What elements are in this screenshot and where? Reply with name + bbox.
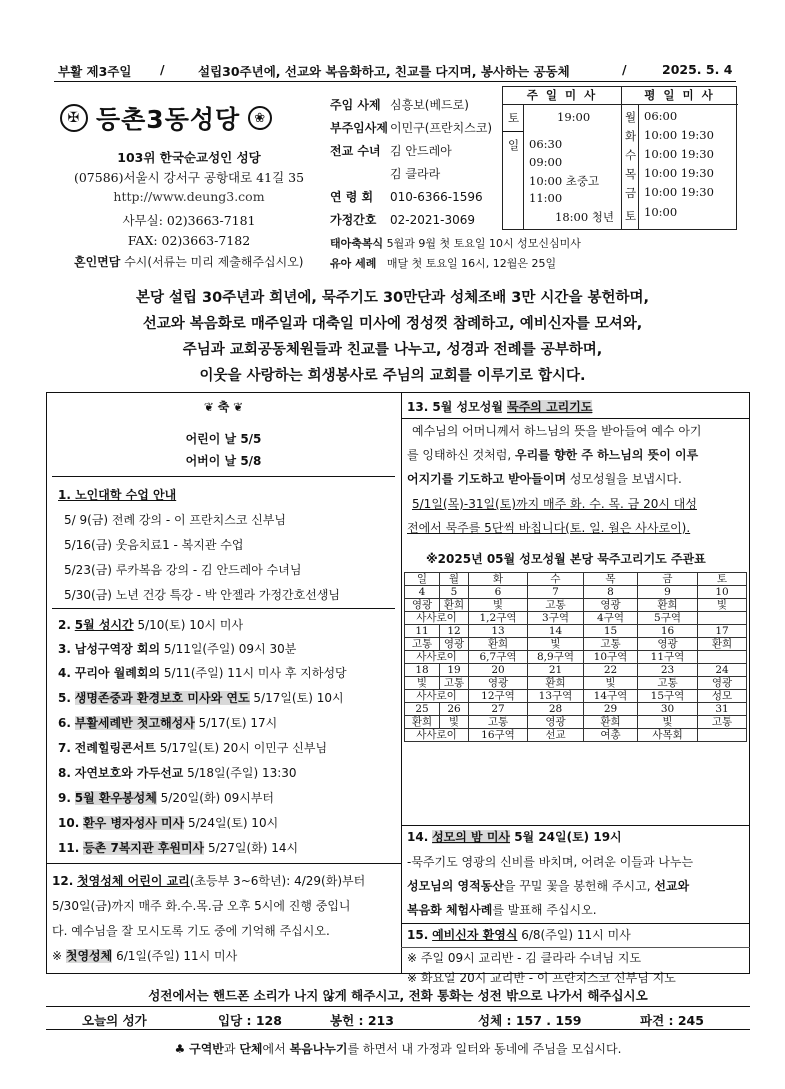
staff-row: 가정간호 02-2021-3069 [330, 213, 476, 227]
senior-college-title: 1. 노인대학 수업 안내 [58, 488, 177, 502]
separator: / [160, 62, 165, 77]
rosary-text: 예수님의 어머니께서 하느님의 뜻을 받아들여 예수 아기 [412, 424, 702, 438]
office-phone: 사무실: 02)3663-7181 [122, 213, 256, 228]
sunday-mass-header: 주 일 미 사 [503, 87, 621, 105]
catechumen-title: 15. 예비신자 환영식 6/8(주일) 11시 미사 [407, 928, 631, 942]
table-row: 25 26 27 28 29 30 31 [405, 703, 747, 716]
bulletin-date: 2025. 5. 4 [662, 62, 733, 77]
catechumen-class: ※ 화요일 20시 교리반 - 이 프란치스코 신부님 지도 [407, 971, 676, 985]
table-row: 18 19 20 21 22 23 24 [405, 664, 747, 677]
laurel-left-icon: ❦ [203, 400, 214, 414]
staff-row: 주임 사제 심흥보(베드로) [330, 98, 469, 112]
church-website[interactable]: http://www.deung3.com [113, 189, 265, 204]
weekday-mass-time: 10:00 19:30 [644, 185, 714, 199]
table-row: 사사로이 12구역 13구역 14구역 15구역 성모 [405, 690, 747, 703]
sunday-mass-time: 10:00 초중고 [529, 174, 600, 188]
table-row: 사사로이 6,7구역 8,9구역 10구역 11구역 [405, 651, 747, 664]
flower-emblem-icon: ❀ [248, 106, 272, 130]
church-seal-icon: ✠ [60, 104, 88, 132]
senior-college-item: 5/30(금) 노년 건강 특강 - 박 안젤라 가정간호선생님 [64, 588, 340, 602]
sunday-mass-time: 18:00 청년 [555, 210, 615, 224]
notice-item: 11. 등촌 7복지관 후원미사 5/27일(화) 14시 [58, 841, 299, 855]
hymn-bar [46, 1006, 750, 1030]
fetal-blessing-notice: 태아축복식 5월과 9월 첫 토요일 10시 성모신심미사 [330, 237, 581, 250]
table-row: 사사로이 1,2구역 3구역 4구역 5구역 [405, 612, 747, 625]
weekday-mass-time: 10:00 19:30 [644, 128, 714, 142]
first-communion-notice: 12. 첫영성체 어린이 교리(초등부 3~6학년): 4/29(화)부터 [52, 874, 366, 888]
weekday-label: 화 [625, 129, 637, 143]
night-mass-text: 성모님의 영적동산을 꾸밀 꽃을 봉헌해 주시고, 선교와 [407, 879, 690, 893]
rosary-title: 13. 5월 성모성월 묵주의 고리기도 [407, 400, 593, 414]
senior-college-item: 5/23(금) 루카복음 강의 - 김 안드레아 수녀님 [64, 563, 302, 577]
church-subtitle: 103위 한국순교성인 성당 [117, 150, 261, 165]
sunday-label: 일 [508, 138, 520, 152]
catechumen-class: ※ 주일 09시 교리반 - 김 클라라 수녀님 지도 [407, 951, 642, 965]
column-divider [401, 392, 402, 974]
mission-line: 이웃을 사랑하는 희생봉사로 주님의 교회를 이루기로 합시다. [199, 368, 586, 384]
sunday-mass-time: 11:00 [529, 191, 563, 205]
weekday-mass-time: 10:00 19:30 [644, 166, 714, 180]
celebration-title: ❦ 축 ❦ [203, 400, 244, 414]
church-address: (07586)서울시 강서구 공항대로 41길 35 [73, 170, 305, 185]
weekday-label: 토 [625, 209, 637, 223]
mass-schedule [502, 86, 737, 230]
table-row: 사사로이 16구역 선교 여총 사목회 [405, 729, 747, 742]
table-row: 고통 영광 환희 빛 고통 영광 환희 [405, 638, 747, 651]
table-row: 11 12 13 14 15 16 17 [405, 625, 747, 638]
sunday-mass-time: 06:30 [529, 137, 563, 151]
rosary-text: 어지기를 기도하고 받아들이며 성모성월을 보냅시다. [407, 472, 682, 486]
gospel-sharing-notice: ♣ 구역반과 단체에서 복음나누기를 하면서 내 가정과 일터와 동네에 주님을 모십시다. [174, 1042, 622, 1056]
hymn-entrance: 입당 : 128 [218, 1013, 282, 1028]
club-icon: ♣ [174, 1042, 190, 1056]
separator: / [622, 62, 627, 77]
phone-notice: 성전에서는 핸드폰 소리가 나지 않게 해주시고, 전화 통화는 성전 밖으로 나가서 해주십시오 [148, 988, 648, 1003]
mission-line: 주님과 교회공동체원들과 친교를 나누고, 성경과 전례를 공부하며, [182, 342, 603, 358]
weekday-label: 금 [625, 186, 637, 200]
notice-item: 10. 환우 병자성사 미사 5/24일(토) 10시 [58, 816, 279, 830]
notice-item: 7. 전례힐링콘서트 5/17일(토) 20시 이민구 신부님 [58, 741, 328, 755]
weekday-mass-time: 06:00 [644, 109, 678, 123]
table-row: 영광 환희 빛 고통 영광 환희 빛 [405, 599, 747, 612]
wedding-label: 혼인면담 [74, 255, 121, 269]
weekday-label: 월 [625, 110, 637, 124]
senior-college-item: 5/16(금) 웃음치료1 - 복지관 수업 [64, 538, 244, 552]
night-mass-text: 복음화 체험사례를 발표해 주십시오. [407, 903, 597, 917]
table-row: 환희 빛 고통 영광 환희 빛 고통 [405, 716, 747, 729]
infant-baptism-notice: 유아 세례 매달 첫 토요일 16시, 12월은 25일 [330, 257, 557, 270]
hymn-communion: 성체 : 157 . 159 [478, 1013, 582, 1028]
notice-item: 2. 5월 성시간 5/10(토) 10시 미사 [58, 618, 244, 632]
hymn-offertory: 봉헌 : 213 [330, 1013, 394, 1028]
notice-item: 8. 자연보호와 가두선교 5/18일(주일) 13:30 [58, 766, 297, 780]
table-row: 4 5 6 7 8 9 10 [405, 586, 747, 599]
weekday-label: 목 [625, 167, 637, 181]
church-logo-line [60, 100, 272, 136]
fax-number: FAX: 02)3663-7182 [127, 233, 251, 248]
table-row: 일 월 화 수 목 금 토 [405, 573, 747, 586]
laurel-right-icon: ❦ [233, 400, 244, 414]
staff-row: 전교 수녀 김 안드레아 [330, 144, 452, 158]
notice-item: 5. 생명존중과 환경보호 미사와 연도 5/17일(토) 10시 [58, 691, 344, 705]
hymn-label: 오늘의 성가 [82, 1013, 147, 1028]
hymn-dismissal: 파견 : 245 [640, 1013, 704, 1028]
weekday-mass-time: 10:00 19:30 [644, 147, 714, 161]
first-communion-line: 다. 예수님을 잘 모시도록 기도 중에 기억해 주십시오. [52, 924, 330, 938]
church-name: 등촌3동성당 [96, 105, 241, 134]
first-communion-date: ※ 첫영성체 6/1일(주일) 11시 미사 [52, 949, 238, 963]
saturday-label: 토 [508, 111, 520, 125]
childrens-day: 어린이 날 5/5 [185, 432, 262, 446]
rosary-text: 를 잉태하신 것처럼, 우리를 향한 주 하느님의 뜻이 이루 [407, 448, 699, 462]
table-row: 빛 고통 영광 환희 빛 고통 영광 [405, 677, 747, 690]
wedding-text: 수시(서류는 미리 제출해주십시오) [124, 255, 304, 269]
weekday-mass-time: 10:00 [644, 205, 678, 219]
parents-day: 어버이 날 5/8 [185, 454, 262, 468]
staff-row: 부주임사제 이민구(프란치스코) [330, 121, 493, 135]
mission-line: 본당 설립 30주년과 희년에, 묵주기도 30만단과 성체조배 3만 시간을 봉헌하며, [135, 290, 650, 306]
saturday-evening-mass: 19:00 [557, 110, 591, 124]
wedding-consultation [74, 253, 304, 270]
staff-row: 김 클라라 [390, 167, 441, 181]
weekday-label: 수 [625, 148, 637, 162]
notice-item: 4. 꾸리아 월례회의 5/11(주일) 11시 미사 후 지하성당 [58, 666, 347, 680]
rosary-schedule: 5/1일(목)-31일(토)까지 매주 화. 수. 목. 금 20시 대성 [412, 497, 697, 511]
rosary-schedule: 전에서 묵주를 5단씩 바칩니다(토. 일. 월은 사사로이). [407, 521, 691, 535]
liturgical-week: 부활 제3주일 [58, 64, 132, 79]
mission-line: 선교와 복음화로 매주일과 대축일 미사에 정성껏 참례하고, 예비신자를 모셔와, [142, 316, 643, 332]
motto: 설립30주년에, 선교와 복음화하고, 친교를 다지며, 봉사하는 공동체 [198, 64, 570, 79]
senior-college-item: 5/ 9(금) 전례 강의 - 이 프란치스코 신부님 [64, 513, 286, 527]
first-communion-line: 5/30일(금)까지 매주 화.수.목.금 오후 5시에 진행 중입니 [52, 899, 351, 913]
night-mass-text: -묵주기도 영광의 신비를 바치며, 어려운 이들과 나누는 [407, 855, 694, 869]
night-mass-title: 14. 성모의 밤 미사 5월 24일(토) 19시 [407, 830, 622, 844]
notice-item: 3. 남성구역장 회의 5/11일(주일) 09시 30분 [58, 642, 297, 656]
sunday-mass-time: 09:00 [529, 155, 563, 169]
rosary-table-title: ※2025년 05월 성모성월 본당 묵주고리기도 주관표 [426, 552, 706, 566]
rosary-table [404, 572, 747, 742]
staff-row: 연 령 회 010-6366-1596 [330, 190, 483, 204]
weekday-mass-header: 평 일 미 사 [621, 87, 738, 105]
notice-item: 6. 부활세례반 첫고해성사 5/17(토) 17시 [58, 716, 278, 730]
top-bar [54, 60, 736, 82]
notice-item: 9. 5월 환우봉성체 5/20일(화) 09시부터 [58, 791, 275, 805]
